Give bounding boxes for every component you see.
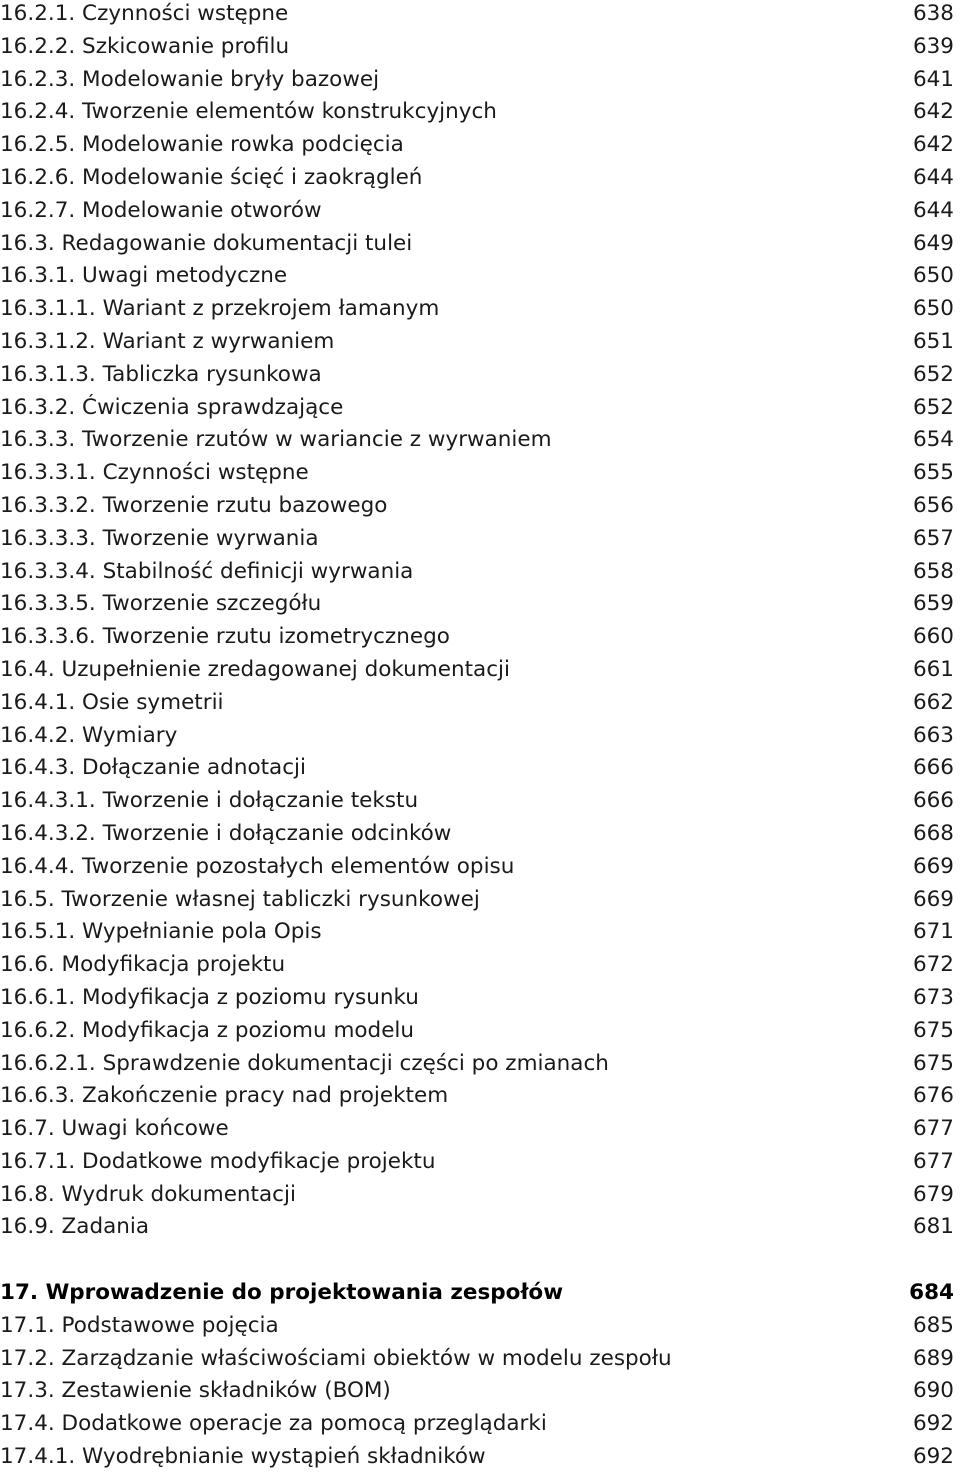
toc-entry <box>0 1345 954 1378</box>
toc-entry-title: 17.3. Zestawienie składników (BOM) <box>0 1378 391 1404</box>
toc-entry <box>0 1181 954 1214</box>
toc-entry-page: 673 <box>912 984 954 1010</box>
toc-entry <box>0 1017 954 1050</box>
toc-entry-page: 651 <box>912 328 954 354</box>
toc-entry-title: 16.4.1. Osie symetrii <box>0 689 224 715</box>
toc-entry-title: 16.6.2.1. Sprawdzenie dokumentacji części po zmianach <box>0 1050 609 1076</box>
toc-entry-title: 16.3.3.6. Tworzenie rzutu izometrycznego <box>0 624 450 650</box>
toc-entry-title: 16.3.3.2. Tworzenie rzutu bazowego <box>0 492 388 518</box>
toc-entry <box>0 1148 954 1181</box>
toc-entry <box>0 886 954 919</box>
toc-entry-title: 16.3.2. Ćwiczenia sprawdzające <box>0 394 344 420</box>
toc-entry-title: 16.4.3.2. Tworzenie i dołączanie odcinków <box>0 820 452 846</box>
toc-entry <box>0 918 954 951</box>
toc-entry <box>0 1115 954 1148</box>
toc-entry-page: 669 <box>912 886 954 912</box>
toc-entry <box>0 295 954 328</box>
toc-entry <box>0 1213 954 1246</box>
toc-entry-page: 649 <box>912 230 954 256</box>
toc-entry-page: 676 <box>912 1083 954 1109</box>
toc-entry-page: 677 <box>912 1148 954 1174</box>
toc-section-17 <box>0 1312 954 1476</box>
toc-entry-page: 668 <box>912 820 954 846</box>
toc-entry-title: 16.2.6. Modelowanie ścięć i zaokrągleń <box>0 164 423 190</box>
toc-entry-page: 677 <box>912 1116 954 1142</box>
toc-entry <box>0 1377 954 1410</box>
toc-entry-page: 692 <box>912 1411 954 1437</box>
toc-entry <box>0 426 954 459</box>
toc-entry-page: 669 <box>912 853 954 879</box>
toc-entry-title: 16.4.3.1. Tworzenie i dołączanie tekstu <box>0 788 419 814</box>
toc-entry <box>0 1312 954 1345</box>
toc-entry <box>0 492 954 525</box>
toc-entry <box>0 525 954 558</box>
toc-entry <box>0 197 954 230</box>
toc-entry-title: 16.2.3. Modelowanie bryły bazowej <box>0 66 380 92</box>
toc-entry-title: 16.2.1. Czynności wstępne <box>0 1 289 26</box>
toc-entry-title: 16.9. Zadania <box>0 1214 150 1240</box>
toc-entry <box>0 787 954 820</box>
toc-entry-title: 16.3.1. Uwagi metodyczne <box>0 263 288 289</box>
toc-entry <box>0 361 954 394</box>
toc-entry <box>0 131 954 164</box>
toc-entry-title: 16.2.7. Modelowanie otworów <box>0 197 322 223</box>
toc-entry-title: 16.3.3.4. Stabilność definicji wyrwania <box>0 558 414 584</box>
toc-entry-title: 16.3.1.2. Wariant z wyrwaniem <box>0 328 335 354</box>
toc-entry-page: 641 <box>912 66 954 92</box>
toc-entry-page: 689 <box>912 1345 954 1371</box>
toc-entry <box>0 164 954 197</box>
toc-entry-title: 16.3.1.1. Wariant z przekrojem łamanym <box>0 296 440 322</box>
toc-entry-title: 16.2.4. Tworzenie elementów konstrukcyjnych <box>0 99 497 125</box>
toc-entry-title: 16.6.1. Modyfikacja z poziomu rysunku <box>0 984 419 1010</box>
toc-entry-page: 662 <box>912 689 954 715</box>
toc-entry <box>0 394 954 427</box>
toc-entry-title: 16.3.1.3. Tabliczka rysunkowa <box>0 361 322 387</box>
toc-entry-page: 644 <box>912 164 954 190</box>
toc-entry-title: 16.3. Redagowanie dokumentacji tulei <box>0 230 413 256</box>
toc-entry <box>0 722 954 755</box>
toc-entry <box>0 0 954 33</box>
toc-entry-title: 17.4.1. Wyodrębnianie wystąpień składników <box>0 1444 486 1470</box>
toc-entry-page: 650 <box>912 263 954 289</box>
toc-entry-title: 17. Wprowadzenie do projektowania zespołów <box>0 1280 564 1306</box>
toc-entry-title: 16.3.3.5. Tworzenie szczegółu <box>0 591 322 617</box>
toc-entry-title: 16.7. Uwagi końcowe <box>0 1116 229 1142</box>
toc-entry-page: 659 <box>912 591 954 617</box>
toc-entry-title: 16.2.5. Modelowanie rowka podcięcia <box>0 132 404 158</box>
toc-entry <box>0 1410 954 1443</box>
toc-entry <box>0 459 954 492</box>
toc-entry-title: 16.2.2. Szkicowanie profilu <box>0 33 290 59</box>
toc-entry <box>0 1082 954 1115</box>
toc-entry-title: 16.7.1. Dodatkowe modyfikacje projektu <box>0 1148 436 1174</box>
toc-entry-title: 16.8. Wydruk dokumentacji <box>0 1181 296 1207</box>
toc-entry-page: 644 <box>912 197 954 223</box>
toc-entry-title: 16.4.4. Tworzenie pozostałych elementów opisu <box>0 853 515 879</box>
toc-entry-page: 679 <box>912 1181 954 1207</box>
toc-entry-page: 666 <box>912 755 954 781</box>
toc-entry-title: 16.6.2. Modyfikacja z poziomu modelu <box>0 1017 415 1043</box>
toc-entry <box>0 262 954 295</box>
toc-entry <box>0 66 954 99</box>
toc-chapter-17 <box>0 1279 954 1312</box>
toc-entry-title: 16.6. Modyfikacja projektu <box>0 952 286 978</box>
toc-entry-page: 685 <box>912 1312 954 1338</box>
toc-entry <box>0 230 954 263</box>
toc-entry-page: 642 <box>912 99 954 125</box>
toc-entry-title: 16.4.2. Wymiary <box>0 722 178 748</box>
toc-entry-page: 658 <box>912 558 954 584</box>
toc-entry-page: 684 <box>909 1280 954 1306</box>
toc-entry <box>0 1050 954 1083</box>
toc-entry-page: 656 <box>912 492 954 518</box>
toc-entry-page: 654 <box>912 427 954 453</box>
toc-entry <box>0 984 954 1017</box>
toc-entry-title: 16.4. Uzupełnienie zredagowanej dokumentacji <box>0 656 510 682</box>
toc-entry-page: 655 <box>912 460 954 486</box>
toc-entry-page: 681 <box>912 1214 954 1240</box>
toc-entry-title: 17.2. Zarządzanie właściwościami obiektów w modelu zespołu <box>0 1345 672 1371</box>
toc-entry-page: 690 <box>912 1378 954 1404</box>
toc-spacer <box>0 1246 954 1279</box>
toc-entry-title: 16.3.3.3. Tworzenie wyrwania <box>0 525 319 551</box>
toc-entry-title: 17.4. Dodatkowe operacje za pomocą przeglądarki <box>0 1411 547 1437</box>
toc-entry-page: 661 <box>912 656 954 682</box>
toc-entry-page: 692 <box>912 1444 954 1470</box>
toc-entry <box>0 1443 954 1476</box>
toc-entry <box>0 98 954 131</box>
toc-entry <box>0 656 954 689</box>
toc-entry-title: 16.6.3. Zakończenie pracy nad projektem <box>0 1083 449 1109</box>
toc-entry-title: 16.3.3. Tworzenie rzutów w wariancie z wyrwaniem <box>0 427 552 453</box>
toc-entry <box>0 689 954 722</box>
toc-entry-page: 671 <box>912 919 954 945</box>
toc-entry <box>0 623 954 656</box>
toc-entry-page: 652 <box>912 394 954 420</box>
toc-entry-page: 652 <box>912 361 954 387</box>
toc-entry-page: 675 <box>912 1050 954 1076</box>
toc-entry <box>0 558 954 591</box>
toc-entry-page: 666 <box>912 788 954 814</box>
toc-entry-title: 16.5. Tworzenie własnej tabliczki rysunkowej <box>0 886 480 912</box>
toc-entry-page: 638 <box>912 1 954 26</box>
toc-entry <box>0 328 954 361</box>
toc-entry <box>0 951 954 984</box>
toc-entry-title: 16.4.3. Dołączanie adnotacji <box>0 755 306 781</box>
toc-entry <box>0 754 954 787</box>
toc-entry-page: 660 <box>912 624 954 650</box>
toc-entry-title: 16.5.1. Wypełnianie pola Opis <box>0 919 322 945</box>
toc-entry-page: 639 <box>912 33 954 59</box>
toc-entry <box>0 590 954 623</box>
toc-entry-title: 16.3.3.1. Czynności wstępne <box>0 460 309 486</box>
toc-entry-page: 642 <box>912 132 954 158</box>
toc-entry-page: 675 <box>912 1017 954 1043</box>
toc-entry-page: 672 <box>912 952 954 978</box>
toc-entry-page: 650 <box>912 296 954 322</box>
toc-entry-title: 17.1. Podstawowe pojęcia <box>0 1312 279 1338</box>
toc-entry <box>0 33 954 66</box>
toc-entry-page: 657 <box>912 525 954 551</box>
toc-entry-page: 663 <box>912 722 954 748</box>
toc-entry <box>0 853 954 886</box>
toc-entry <box>0 820 954 853</box>
